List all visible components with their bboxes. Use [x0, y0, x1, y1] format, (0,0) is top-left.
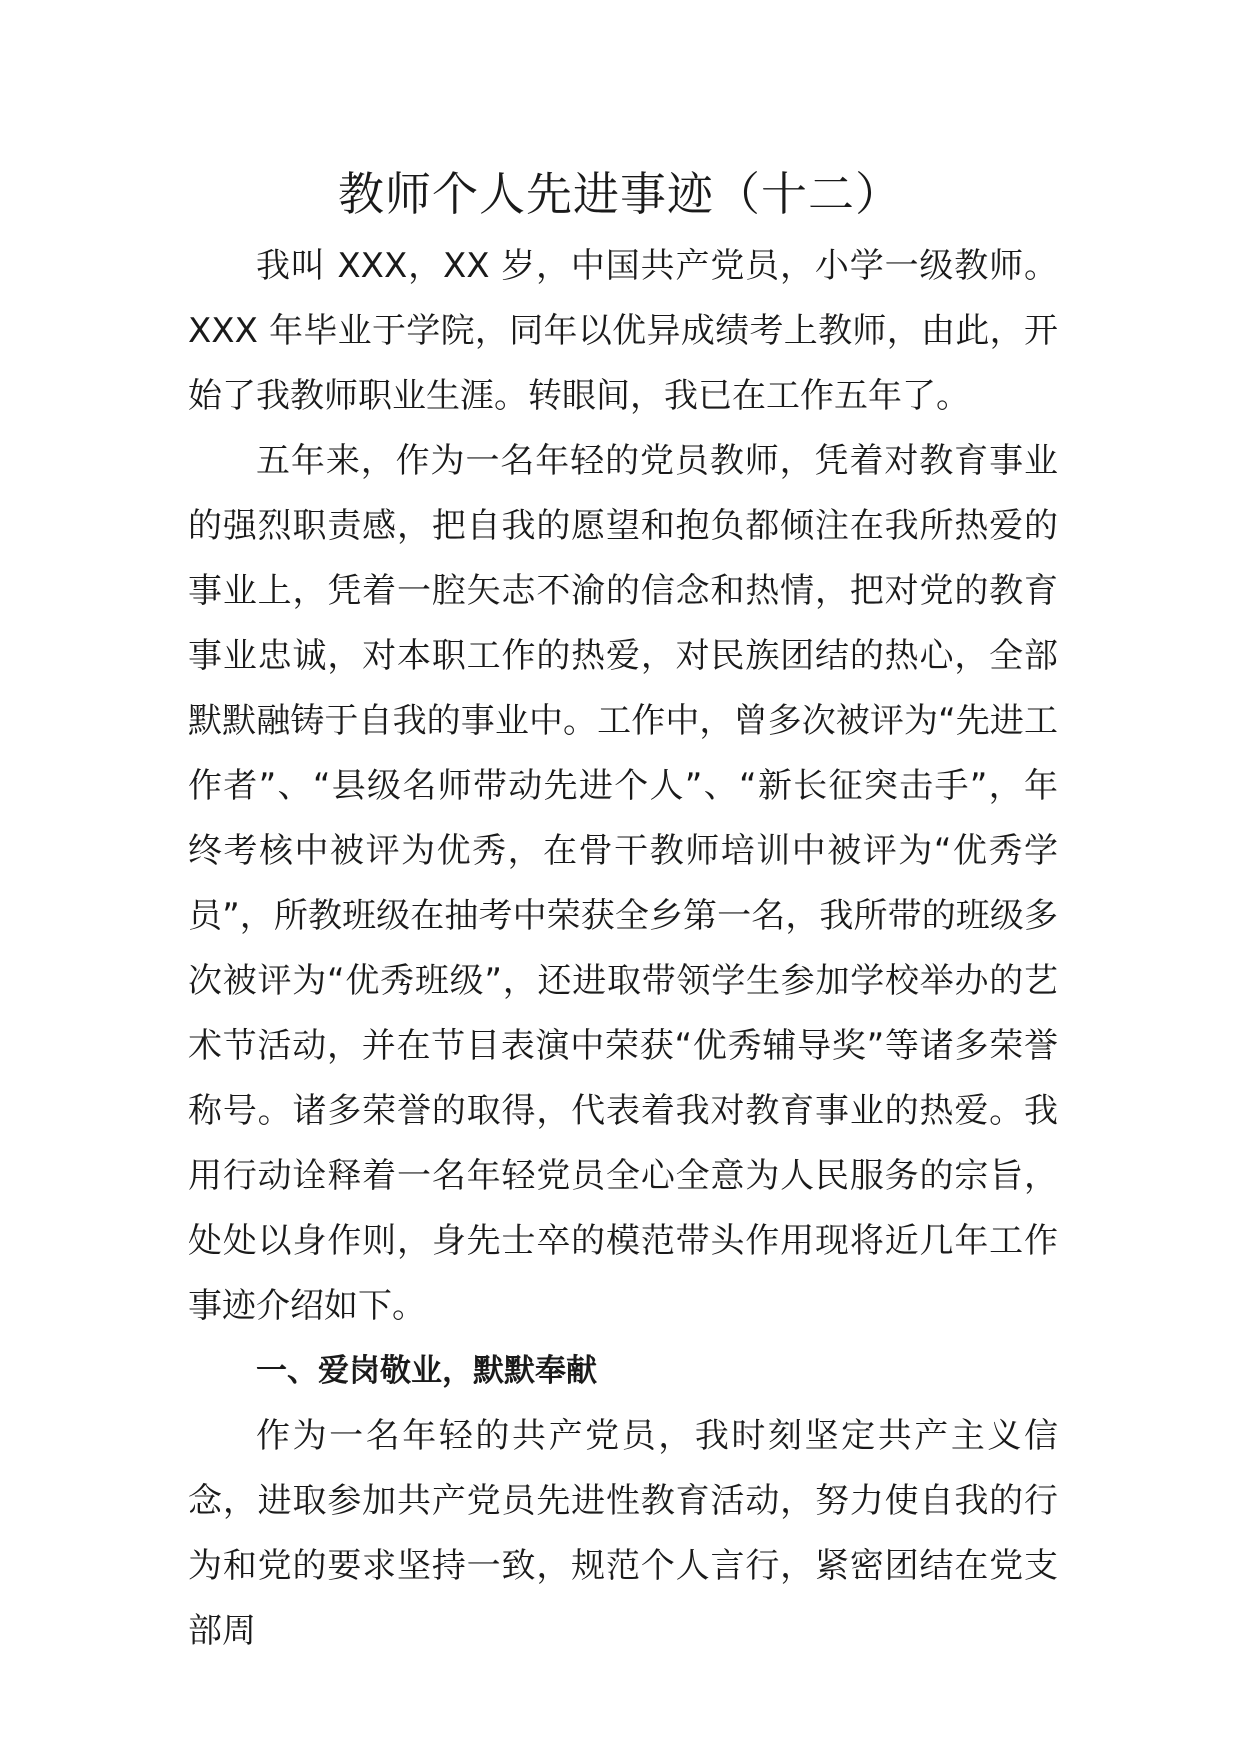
- section-heading: 一、爱岗敬业，默默奉献: [256, 1353, 597, 1389]
- paragraph-intro: 我叫 XXX，XX 岁，中国共产党员，小学一级教师。XXX 年毕业于学院，同年以优异成绩考上教师，由此，开始了我教师职业生涯。转眼间，我已在工作五年了。: [188, 246, 1058, 416]
- paragraph-achievements: 五年来，作为一名年轻的党员教师，凭着对教育事业的强烈职责感，把自我的愿望和抱负都倾注在我所热爱的事业上，凭着一腔矢志不渝的信念和热情，把对党的教育事业忠诚，对本职工作的热爱，对民族团结的热心，全部默默融铸于自我的事业中。工作中，曾多次被评为“先进工作者”、“县级名师带动先进个人”、“新长征突击手”，年终考核中被评为优秀，在骨干教师培训中被评为“优秀学员”，所教班级在抽考中荣获全乡第一名，我所带的班级多次被评为“优秀班级”，还进取带领学生参加学校举办的艺术节活动，并在节目表演中荣获“优秀辅导奖”等诸多荣誉称号。诸多荣誉的取得，代表着我对教育事业的热爱。我用行动诠释着一名年轻党员全心全意为人民服务的宗旨，处处以身作则，身先士卒的模范带头作用现将近几年工作事迹介绍如下。: [188, 441, 1058, 1326]
- paragraph-section-one: 作为一名年轻的共产党员，我时刻坚定共产主义信念，进取参加共产党员先进性教育活动，努力使自我的行为和党的要求坚持一致，规范个人言行，紧密团结在党支部周: [188, 1416, 1058, 1651]
- document-body: [188, 234, 1058, 1664]
- document-title: 教师个人先进事迹（十二）: [338, 167, 902, 221]
